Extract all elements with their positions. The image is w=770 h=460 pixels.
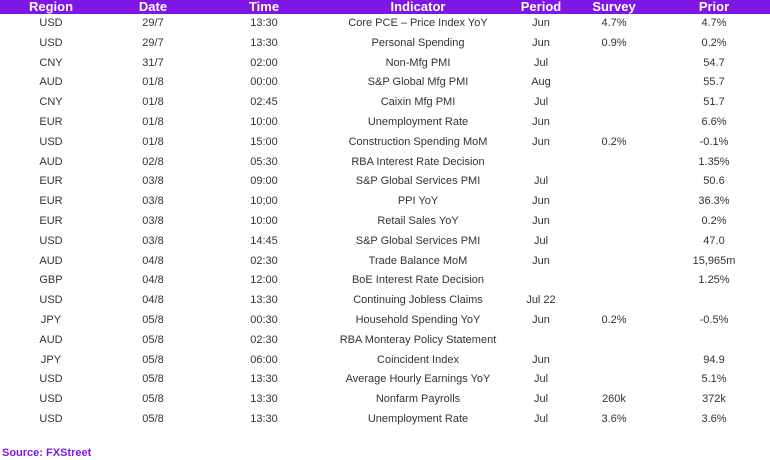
- period-cell: Jul 22: [526, 294, 556, 307]
- date-cell: 29/7: [142, 36, 164, 49]
- period-cell: Jul: [533, 56, 549, 69]
- prior-cell: 4.7%: [701, 17, 727, 29]
- indicator-cell: Non-Mfg PMI: [385, 56, 451, 69]
- table-row: [0, 93, 770, 113]
- survey-cell: [570, 172, 658, 192]
- region-cell: CNY: [39, 96, 63, 109]
- region-cell: USD: [39, 412, 63, 425]
- region-cell: AUD: [39, 333, 63, 346]
- table-row: [0, 34, 770, 54]
- region-cell: EUR: [39, 195, 63, 208]
- table-row: [0, 14, 770, 34]
- prior-cell: -0.1%: [699, 135, 729, 148]
- indicator-cell: Retail Sales YoY: [377, 214, 459, 227]
- survey-cell: [570, 73, 658, 93]
- period-cell: Jun: [532, 214, 550, 227]
- period-cell: Jun: [532, 115, 550, 128]
- indicator-cell: S&P Global Services PMI: [355, 234, 481, 247]
- time-cell: 14:45: [250, 234, 278, 247]
- time-cell: 00:00: [250, 76, 278, 89]
- prior-cell: [658, 291, 770, 311]
- header-prior: Prior: [698, 0, 730, 14]
- indicator-cell: PPI YoY: [397, 195, 439, 208]
- time-cell: 02:00: [250, 56, 278, 69]
- time-cell: 13:30: [250, 36, 278, 49]
- region-cell: USD: [39, 393, 63, 406]
- time-cell: 09:00: [250, 175, 278, 188]
- table-row: [0, 54, 770, 74]
- indicator-cell: Personal Spending: [371, 36, 465, 49]
- survey-cell: 3.6%: [601, 412, 627, 425]
- date-cell: 01/8: [142, 96, 164, 109]
- indicator-cell: Average Hourly Earnings YoY: [345, 373, 491, 386]
- header-period: Period: [520, 0, 562, 14]
- table-row: [0, 232, 770, 252]
- prior-cell: 0.2%: [701, 214, 727, 227]
- survey-cell: [570, 192, 658, 212]
- survey-cell: [570, 252, 658, 272]
- prior-cell: [658, 331, 770, 351]
- period-cell: [512, 331, 570, 351]
- time-cell: 10:00: [250, 115, 278, 128]
- source-note: Source: FXStreet: [2, 447, 92, 459]
- period-cell: Jul: [533, 393, 549, 406]
- date-cell: 31/7: [142, 56, 164, 69]
- date-cell: 29/7: [142, 17, 164, 29]
- survey-cell: [570, 271, 658, 291]
- prior-cell: 50.6: [703, 175, 725, 188]
- prior-cell: 15,965m: [692, 254, 736, 267]
- prior-cell: 51.7: [703, 96, 725, 109]
- prior-cell: 5.1%: [701, 373, 727, 386]
- time-cell: 02:45: [250, 96, 278, 109]
- period-cell: Jun: [532, 195, 550, 208]
- prior-cell: 1.35%: [698, 155, 730, 168]
- indicator-cell: S&P Global Mfg PMI: [367, 76, 469, 89]
- region-cell: USD: [39, 36, 63, 49]
- survey-cell: [570, 212, 658, 232]
- indicator-cell: Construction Spending MoM: [348, 135, 488, 148]
- period-cell: Jul: [533, 96, 549, 109]
- region-cell: EUR: [39, 214, 63, 227]
- survey-cell: [570, 291, 658, 311]
- period-cell: Jun: [532, 313, 550, 326]
- header-time: Time: [248, 0, 280, 14]
- indicator-cell: S&P Global Services PMI: [355, 175, 481, 188]
- header-region: Region: [28, 0, 74, 14]
- date-cell: 05/8: [142, 412, 164, 425]
- prior-cell: -0.5%: [699, 313, 729, 326]
- prior-cell: 47.0: [703, 234, 725, 247]
- survey-cell: [570, 113, 658, 133]
- period-cell: Jul: [533, 412, 549, 425]
- header-date: Date: [138, 0, 168, 14]
- date-cell: 05/8: [142, 393, 164, 406]
- table-row: [0, 291, 770, 311]
- table-row: [0, 172, 770, 192]
- prior-cell: 1.25%: [698, 274, 730, 287]
- prior-cell: 36.3%: [698, 195, 730, 208]
- date-cell: 02/8: [142, 155, 164, 168]
- prior-cell: 94.9: [703, 353, 725, 366]
- region-cell: GBP: [39, 274, 63, 287]
- indicator-cell: Unemployment Rate: [367, 412, 469, 425]
- indicator-cell: Coincident Index: [377, 353, 459, 366]
- region-cell: EUR: [39, 175, 63, 188]
- date-cell: 04/8: [142, 254, 164, 267]
- survey-cell: [570, 331, 658, 351]
- period-cell: [512, 271, 570, 291]
- time-cell: 13:30: [250, 294, 278, 307]
- table-row: [0, 390, 770, 410]
- table-row: [0, 410, 770, 430]
- period-cell: Jul: [533, 373, 549, 386]
- period-cell: Jun: [532, 353, 550, 366]
- table-row: [0, 133, 770, 153]
- indicator-cell: Caixin Mfg PMI: [380, 96, 456, 109]
- region-cell: JPY: [40, 353, 62, 366]
- table-row: [0, 252, 770, 272]
- region-cell: USD: [39, 135, 63, 148]
- time-cell: 06:00: [250, 353, 278, 366]
- time-cell: 12:00: [250, 274, 278, 287]
- date-cell: 03/8: [142, 234, 164, 247]
- indicator-cell: Nonfarm Payrolls: [375, 393, 461, 406]
- date-cell: 03/8: [142, 175, 164, 188]
- time-cell: 05:30: [250, 155, 278, 168]
- survey-cell: [570, 153, 658, 173]
- table-row: [0, 370, 770, 390]
- time-cell: 13:30: [250, 412, 278, 425]
- survey-cell: [570, 54, 658, 74]
- region-cell: USD: [39, 373, 63, 386]
- period-cell: Jun: [532, 36, 550, 49]
- period-cell: Aug: [531, 76, 551, 89]
- prior-cell: 54.7: [703, 56, 725, 69]
- date-cell: 01/8: [142, 135, 164, 148]
- table-row: [0, 311, 770, 331]
- period-cell: Jun: [532, 135, 550, 148]
- prior-cell: 3.6%: [701, 412, 727, 425]
- survey-cell: [570, 93, 658, 113]
- table-row: [0, 113, 770, 133]
- date-cell: 04/8: [142, 294, 164, 307]
- table-row: [0, 351, 770, 371]
- time-cell: 13:30: [250, 17, 278, 29]
- table-body: [0, 14, 770, 430]
- region-cell: USD: [39, 234, 63, 247]
- region-cell: EUR: [39, 115, 63, 128]
- indicator-cell: Trade Balance MoM: [368, 254, 468, 267]
- indicator-cell: RBA Monteray Policy Statement: [339, 333, 497, 346]
- date-cell: 03/8: [142, 195, 164, 208]
- time-cell: 15:00: [250, 135, 278, 148]
- date-cell: 05/8: [142, 333, 164, 346]
- survey-cell: 260k: [602, 393, 626, 406]
- survey-cell: [570, 351, 658, 371]
- region-cell: AUD: [39, 155, 63, 168]
- survey-cell: 0.2%: [601, 135, 627, 148]
- date-cell: 03/8: [142, 214, 164, 227]
- time-cell: 13:30: [250, 373, 278, 386]
- survey-cell: [570, 232, 658, 252]
- indicator-cell: Unemployment Rate: [367, 115, 469, 128]
- region-cell: USD: [39, 17, 63, 29]
- table-row: [0, 212, 770, 232]
- region-cell: USD: [39, 294, 63, 307]
- table-row: [0, 331, 770, 351]
- time-cell: 00:30: [250, 313, 278, 326]
- survey-cell: [570, 370, 658, 390]
- indicator-cell: Household Spending YoY: [355, 313, 481, 326]
- date-cell: 05/8: [142, 353, 164, 366]
- table-row: [0, 271, 770, 291]
- date-cell: 05/8: [142, 313, 164, 326]
- indicator-cell: Core PCE – Price Index YoY: [348, 17, 488, 29]
- region-cell: AUD: [39, 254, 63, 267]
- time-cell: 10;00: [250, 195, 278, 208]
- table-row: [0, 153, 770, 173]
- prior-cell: 372k: [702, 393, 726, 406]
- header-indicator: Indicator: [390, 0, 446, 14]
- region-cell: AUD: [39, 76, 63, 89]
- survey-cell: 0.2%: [601, 313, 627, 326]
- date-cell: 04/8: [142, 274, 164, 287]
- header-row: [0, 0, 770, 14]
- period-cell: Jun: [532, 17, 550, 29]
- period-cell: [512, 153, 570, 173]
- indicator-cell: RBA Interest Rate Decision: [351, 155, 485, 168]
- date-cell: 01/8: [142, 115, 164, 128]
- table-row: [0, 73, 770, 93]
- period-cell: Jul: [533, 175, 549, 188]
- time-cell: 13:30: [250, 393, 278, 406]
- date-cell: 01/8: [142, 76, 164, 89]
- region-cell: JPY: [40, 313, 62, 326]
- table-row: [0, 192, 770, 212]
- prior-cell: 55.7: [703, 76, 725, 89]
- time-cell: 10:00: [250, 214, 278, 227]
- time-cell: 02:30: [250, 333, 278, 346]
- survey-cell: 4.7%: [601, 17, 627, 29]
- prior-cell: 6.6%: [701, 115, 727, 128]
- indicator-cell: BoE Interest Rate Decision: [351, 274, 485, 287]
- prior-cell: 0.2%: [701, 36, 727, 49]
- indicator-cell: Continuing Jobless Claims: [353, 294, 483, 307]
- header-survey: Survey: [592, 0, 636, 14]
- time-cell: 02:30: [250, 254, 278, 267]
- date-cell: 05/8: [142, 373, 164, 386]
- survey-cell: 0.9%: [601, 36, 627, 49]
- region-cell: CNY: [39, 56, 63, 69]
- period-cell: Jun: [532, 254, 550, 267]
- period-cell: Jul: [533, 234, 549, 247]
